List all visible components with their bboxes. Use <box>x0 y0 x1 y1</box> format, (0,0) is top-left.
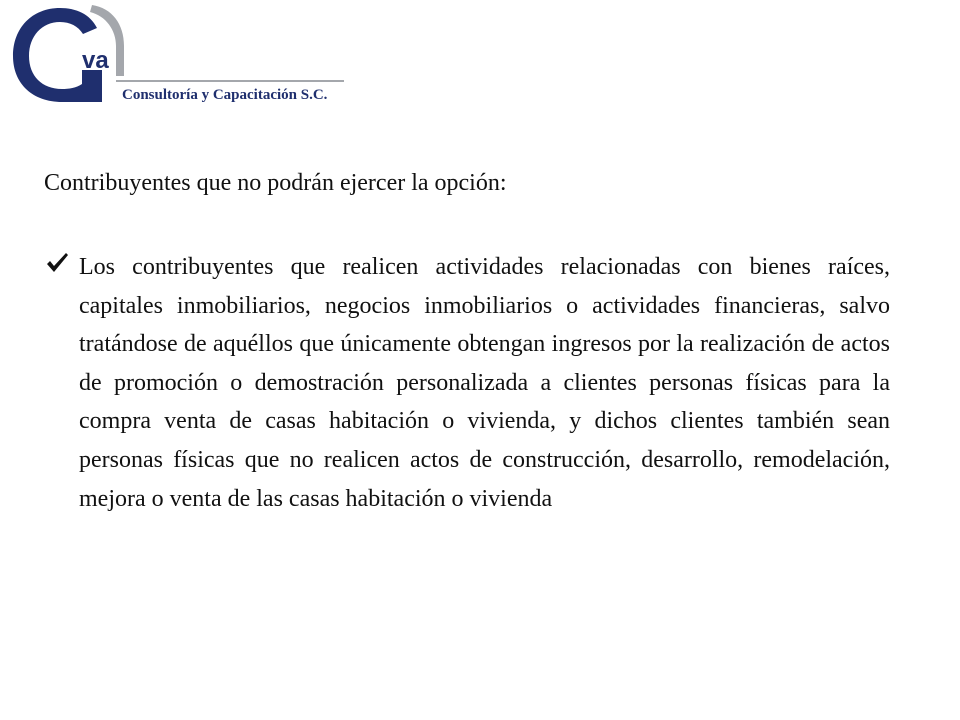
list-item <box>44 248 890 518</box>
logo-underline <box>116 80 344 82</box>
company-name: Consultoría y Capacitación S.C. <box>122 87 328 103</box>
bullet-text: Los contribuyentes que realicen actividades relacionadas con bienes raíces, capitales inmobiliarios, negocios inmobiliarios o actividades financieras, salvo tratándose de aquéllos que únicamente obtengan ingresos por la realización de actos de promoción o demostración personalizada a clientes personas físicas para la compra venta de casas habitación o vivienda, y dichos clientes también sean personas físicas que no realicen actos de construcción, desarrollo, remodelación, mejora o venta de las casas habitación o vivienda <box>79 254 890 512</box>
page-heading: Contribuyentes que no podrán ejercer la opción: <box>44 170 507 196</box>
logo-letters: va <box>82 47 109 74</box>
checkmark-icon <box>44 250 70 276</box>
